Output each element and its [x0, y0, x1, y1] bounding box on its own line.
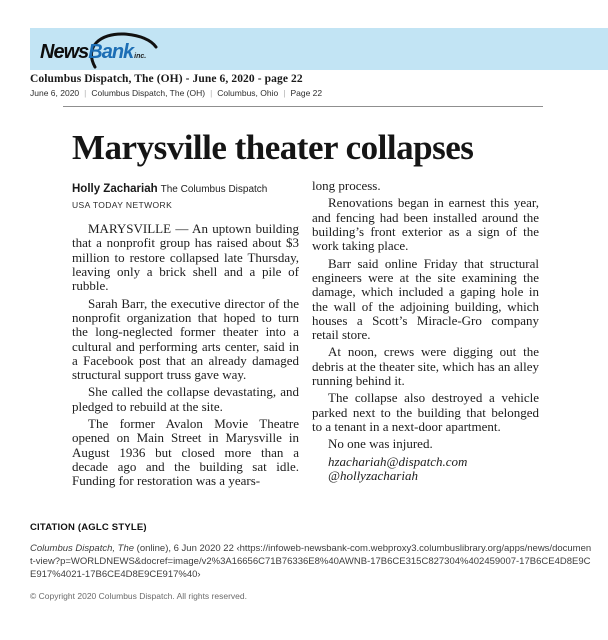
- paragraph: No one was injured.: [328, 436, 433, 452]
- paragraph: The former Avalon Movie Theatre opened on Main Street in Marysville in August 1936 but closed more than a decade ago and the building sat idle. Funding for restoration was a years-: [72, 416, 299, 489]
- network-name: USA TODAY NETWORK: [72, 200, 173, 211]
- meta-item: Page 22: [290, 88, 323, 98]
- copyright-notice: © Copyright 2020 Columbus Dispatch. All rights reserved.: [30, 591, 247, 601]
- paragraph: Barr said online Friday that structural engineers were at the site examining the damage, which included a gaping hole in the wall of the adjoining building, which houses a Scott’s Miracle-Gro company retail store.: [312, 255, 539, 343]
- paragraph: At noon, crews were digging out the debris at the theater site, which has an alley running behind it.: [312, 344, 539, 389]
- citation-source: Columbus Dispatch, The: [30, 543, 135, 554]
- publication-meta: [30, 88, 322, 98]
- logo-bank-text: Bank: [88, 41, 134, 63]
- author-name: Holly Zachariah: [72, 183, 158, 196]
- paragraph: @hollyzachariah: [328, 467, 418, 483]
- logo-text: [40, 41, 146, 64]
- paragraph: long process.: [312, 178, 381, 194]
- divider-rule: [63, 106, 543, 107]
- meta-item: Columbus, Ohio: [217, 88, 279, 98]
- byline: [72, 179, 299, 210]
- paragraph: Sarah Barr, the executive director of the nonprofit organization that hoped to turn the long-neglected former theater into a cultural and performing arts center, said in a Facebook post that an already damaged structural support truss gave way.: [72, 295, 299, 383]
- meta-item: June 6, 2020: [30, 88, 80, 98]
- citation-url-text: (online), 6 Jun 2020 22 ‹https://infoweb-newsbank-com.webproxy3.columbuslibrary.org/apps/news/document-view?p=WORLDNEWS&docref=image/v2%3A16656C71B76336E8%40AWNB-17B6CE315C827304%402459007-17B6CE4D8E9CE917%4021-17B6CE4D8E9CE917%40›: [30, 543, 592, 580]
- newsbank-logo: [38, 31, 178, 69]
- paragraph: The collapse also destroyed a vehicle parked next to the building that belonged to a tenant in a next-door apartment.: [312, 390, 539, 434]
- paragraph: MARYSVILLE — An uptown building that a nonprofit group has raised about $3 million to restore collapsed late Thursday, leaving only a brick shell and a pile of rubble.: [72, 221, 299, 294]
- left-column-paragraphs: [72, 222, 299, 488]
- citation-section: [30, 522, 592, 601]
- meta-item: Columbus Dispatch, The (OH): [91, 88, 206, 98]
- meta-separator: |: [283, 88, 286, 98]
- right-column-paragraphs: [312, 179, 539, 483]
- publication-name: The Columbus Dispatch: [160, 184, 268, 196]
- citation-label: CITATION (AGLC STYLE): [30, 522, 147, 533]
- article-columns: [72, 179, 540, 491]
- meta-separator: |: [84, 88, 87, 98]
- logo-inc-text: inc.: [134, 53, 147, 60]
- article-body: [72, 128, 540, 492]
- left-column: [72, 179, 299, 491]
- paragraph: She called the collapse devastating, and pledged to rebuild at the site.: [72, 384, 299, 414]
- headline: Marysville theater collapses: [72, 128, 474, 167]
- source-title: Columbus Dispatch, The (OH) - June 6, 2020 - page 22: [30, 73, 303, 85]
- logo-news-text: News: [40, 41, 89, 63]
- citation-text: [30, 542, 592, 581]
- meta-separator: |: [210, 88, 213, 98]
- right-column: [312, 179, 539, 491]
- paragraph: Renovations began in earnest this year, and fencing had been installed around the building’s front exterior as a sign of the work taking place.: [312, 195, 539, 254]
- newsbank-banner: [30, 28, 608, 70]
- paragraph: hzachariah@dispatch.com: [328, 453, 468, 469]
